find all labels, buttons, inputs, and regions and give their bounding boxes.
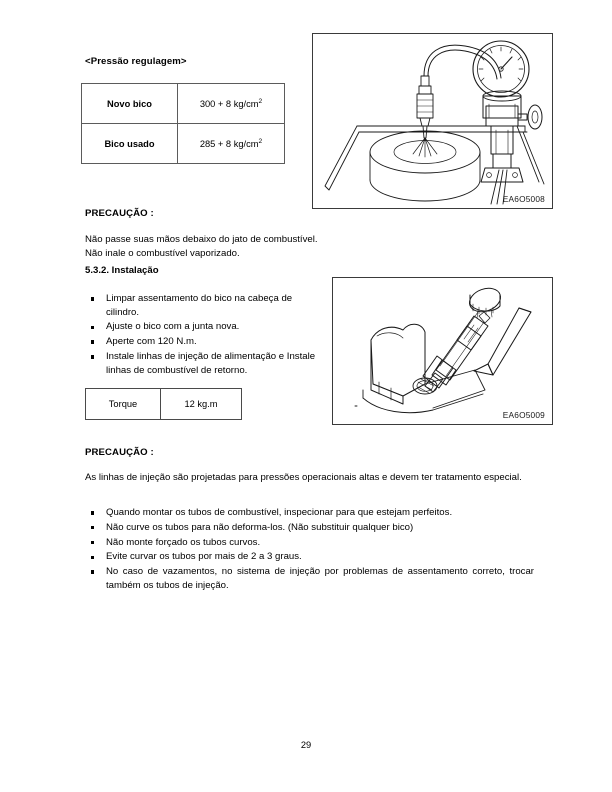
pressure-regulation-table [81,83,285,164]
table-row [82,124,285,164]
list-item: Instale linhas de injeção de alimentação e Instale linhas de combustível de retorno. [85,350,320,377]
pressure-value-exponent: 2 [258,97,263,105]
figure-code: EA6O5008 [502,194,545,204]
list-item: Ajuste o bico com a junta nova. [85,320,320,334]
caution-top-line: Não passe suas mãos debaixo do jato de combustível. [85,234,318,245]
torque-label: Torque [86,389,161,420]
pressure-row-label: Bico usado [82,124,178,164]
caution-top-body [85,233,415,261]
table-row [82,84,285,124]
table-row [86,389,242,420]
list-item: Quando montar os tubos de combustível, inspecionar para que estejam perfeitos. [85,506,534,520]
injector-install-illustration [333,278,551,423]
list-item: Aperte com 120 N.m. [85,335,320,349]
pressure-row-value [178,84,285,124]
pressure-row-value [178,124,285,164]
caution-top-line: Não inale o combustível vaporizado. [85,248,240,259]
pressure-value-text: 285 + 8 kg/cm [199,138,259,149]
torque-table [85,388,242,420]
list-item: Limpar assentamento do bico na cabeça de cilindro. [85,292,320,319]
caution-bottom-paragraph: As linhas de injeção são projetadas para pressões operacionais altas e devem ter tratamento especial. [85,472,522,483]
pressure-value-text: 300 + 8 kg/cm [199,98,259,109]
torque-value: 12 kg.m [161,389,242,420]
list-item: Não monte forçado os tubos curvos. [85,536,534,550]
installation-bullet-list [85,292,320,378]
list-item: Não curve os tubos para não deforma-los. (Não substituir qualquer bico) [85,521,534,535]
pressure-row-label: Novo bico [82,84,178,124]
pressure-value-exponent: 2 [258,137,263,145]
page-number: 29 [300,740,312,750]
pressure-section-heading: <Pressão regulagem> [85,56,187,67]
caution-top-heading: PRECAUÇÃO : [85,208,154,219]
caution-bottom-bullet-list [85,506,534,594]
caution-bottom-heading: PRECAUÇÃO : [85,447,154,458]
installation-section-heading: 5.3.2. Instalação [85,265,159,276]
figure-injector-install [332,277,553,425]
figure-nozzle-test [312,33,553,209]
figure-code: EA6O5009 [502,410,545,420]
list-item: Evite curvar os tubos por mais de 2 a 3 graus. [85,550,534,564]
list-item: No caso de vazamentos, no sistema de injeção por problemas de assentamento correto, trocar também os tubos de injeção. [85,565,534,592]
nozzle-test-illustration [313,34,551,207]
